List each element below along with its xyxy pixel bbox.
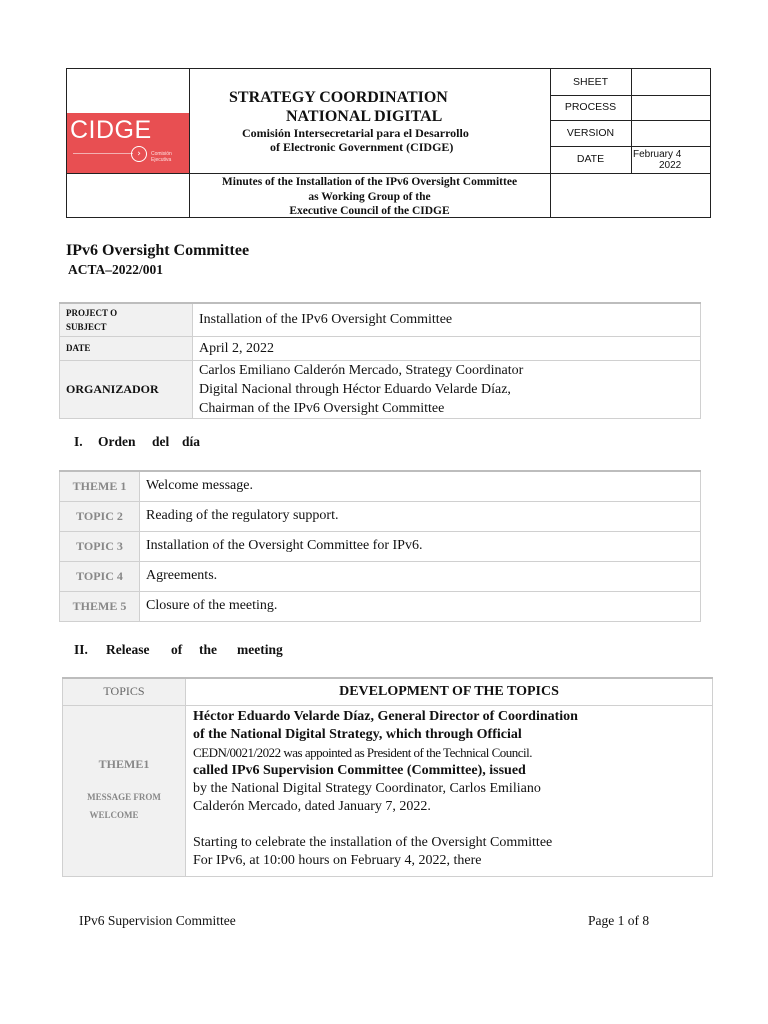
organizer-label: ORGANIZADOR: [60, 360, 193, 418]
table-row: TOPIC 2 Reading of the regulatory support.: [60, 501, 701, 531]
page-number: Page 1 of 8: [588, 913, 650, 928]
agenda-table: [59, 470, 701, 622]
theme-cell: THEME1 MESSAGE FROM WELCOME: [63, 705, 186, 876]
organizer-value: Carlos Emiliano Calderón Mercado, Strategy Coordinator Digital Nacional through Héctor Eduardo Velarde Díaz, Chairman of the IPv6 Oversight Committee: [193, 360, 701, 418]
date-row-label: DATE: [60, 336, 193, 360]
sheet-label: SHEET: [572, 76, 608, 88]
subject-value: Installation of the IPv6 Oversight Committee: [193, 303, 701, 336]
divider: [189, 173, 550, 174]
subject-label: PROJECT O SUBJECT: [60, 303, 193, 336]
section-heading-agenda: I. Orden del día: [74, 434, 201, 449]
logo-small-text: Comisión Ejecutiva: [151, 151, 172, 163]
divider: [550, 69, 551, 217]
process-label: PROCESS: [564, 101, 617, 113]
table-row: THEME 5 Closure of the meeting.: [60, 591, 701, 621]
date-label: DATE: [576, 153, 605, 165]
divider: [550, 120, 711, 121]
divider: [550, 146, 711, 147]
section-heading-release: II. Release of the meeting: [74, 642, 283, 657]
document-title: IPv6 Oversight Committee: [66, 242, 250, 259]
project-table: [59, 302, 701, 419]
divider: [550, 95, 711, 96]
date-value: February 4 2022: [633, 149, 682, 171]
divider: [631, 69, 632, 174]
table-row: [60, 336, 701, 360]
table-row: TOPIC 3 Installation of the Oversight Committee for IPv6.: [60, 531, 701, 561]
logo-text: CIDGE: [70, 116, 152, 144]
header-block: [66, 68, 711, 218]
development-table: [62, 677, 713, 877]
table-row: [60, 360, 701, 418]
table-row: [60, 303, 701, 336]
divider: [550, 173, 711, 174]
version-label: VERSION: [566, 127, 615, 139]
topics-header: TOPICS: [63, 678, 186, 705]
development-body: Héctor Eduardo Velarde Díaz, General Director of Coordination of the National Digital Strategy, which through Official CEDN/0021/2022 was appointed as President of the Technical Council. called IPv6 Supervision Committee (Committee), issued by the National Digital Strategy Coordinator, Carlos Emiliano Calderón Mercado, dated January 7, 2022. Starting to celebrate the installation of the Oversight Committee For IPv6, at 10:00 hours on February 4, 2022, there: [186, 705, 713, 876]
table-row: TOPIC 4 Agreements.: [60, 561, 701, 591]
table-row: [63, 705, 713, 876]
footer-title: IPv6 Supervision Committee: [79, 913, 236, 928]
minutes-title: Minutes of the Installation of the IPv6 Oversight Committee as Working Group of the Executive Council of the CIDGE: [221, 176, 518, 217]
table-header-row: [63, 678, 713, 705]
cidge-logo: [67, 113, 189, 173]
table-row: THEME 1 Welcome message.: [60, 471, 701, 501]
header-title: STRATEGY COORDINATION NATIONAL DIGITAL: [229, 89, 448, 125]
header-subtitle: Comisión Intersecretarial para el Desarrollo of Electronic Government (CIDGE): [242, 126, 469, 154]
development-header: DEVELOPMENT OF THE TOPICS: [186, 678, 713, 705]
divider: [67, 173, 189, 174]
date-row-value: April 2, 2022: [193, 336, 701, 360]
document-acta: ACTA–2022/001: [68, 262, 164, 277]
arrow-circle-icon: ›: [131, 146, 147, 162]
